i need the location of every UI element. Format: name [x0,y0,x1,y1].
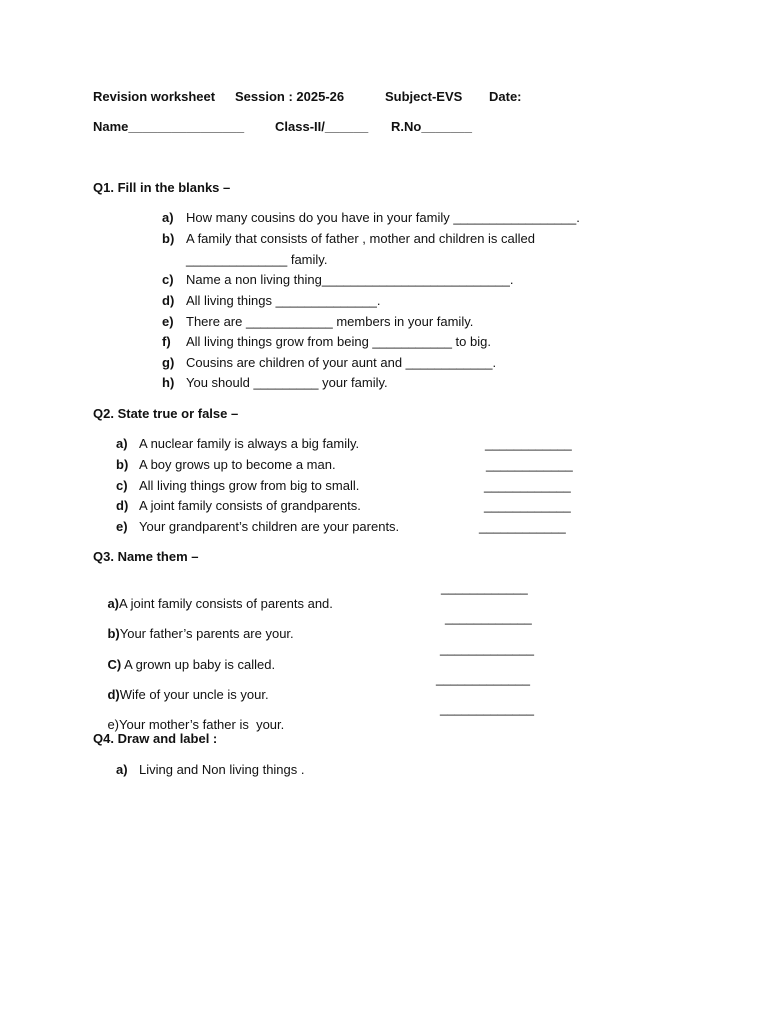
q1-item-label: f) [162,334,171,349]
q4-heading: Q4. Draw and label : [93,731,218,746]
worksheet-title: Revision worksheet [93,89,216,104]
q2-answer-blank: ____________ [479,519,566,534]
q2-answer-blank: ____________ [485,436,572,451]
q1-item-text: You should _________ your family. [186,375,388,390]
q2-item-label: a) [116,436,128,451]
q3-answer-blank: _____________ [440,701,534,716]
q3-item-text: A grown up baby is called. [121,657,276,672]
q1-item-label: e) [162,314,174,329]
q1-item-label: c) [162,272,174,287]
q1-item-label: a) [162,210,174,225]
class-field: Class-II/______ [275,119,369,134]
q2-heading: Q2. State true or false – [93,406,239,421]
q2-item-text: A joint family consists of grandparents. [139,498,361,513]
q2-item-text: A boy grows up to become a man. [139,457,336,472]
q1-item-label: h) [162,375,175,390]
q3-answer-blank: ____________ [445,610,532,625]
q2-answer-blank: ____________ [484,498,571,513]
q3-item-text: e)Your mother’s father is your. [107,717,285,732]
q2-item-label: e) [116,519,128,534]
q2-item-label: b) [116,457,129,472]
q1-item-text: ______________ family. [186,252,328,267]
q1-item-label: g) [162,355,175,370]
q1-heading: Q1. Fill in the blanks – [93,180,231,195]
q2-item-label: d) [116,498,129,513]
q4-item [116,762,305,826]
q3-item-label: C) [107,657,122,672]
q3-heading: Q3. Name them – [93,549,199,564]
name-field: Name________________ [93,119,245,134]
q2-answer-blank: ____________ [486,457,573,472]
q3-item-text: Wife of your uncle is your. [119,687,269,702]
q1-item-text: All living things grow from being ___________ to big. [186,334,491,349]
q1-item-text: Cousins are children of your aunt and ____________. [186,355,497,370]
q2-answer-blank: ____________ [484,478,571,493]
q4-item-label: a) [116,762,128,777]
q1-item-text: How many cousins do you have in your family _________________. [186,210,580,225]
date-label: Date: [489,89,522,104]
q3-answer-blank: ____________ [441,580,528,595]
q3-item-label: d) [107,687,120,702]
q1-item-label: b) [162,231,175,246]
q1-item-text: A family that consists of father , mother and children is called [186,231,536,246]
q2-item-text: A nuclear family is always a big family. [139,436,360,451]
q3-answer-blank: _____________ [440,641,534,656]
q3-item-text: A joint family consists of parents and. [119,596,333,611]
q1-item-text: Name a non living thing__________________________. [186,272,514,287]
subject-label: Subject-EVS [385,89,463,104]
q1-item-label: d) [162,293,175,308]
q1-item-text: There are ____________ members in your family. [186,314,474,329]
q3-item-label: b) [107,626,120,641]
q4-item-text: Living and Non living things . [139,762,305,777]
roll-number-field: R.No_______ [391,119,472,134]
q1-item-text: All living things ______________. [186,293,381,308]
q2-item-text: Your grandparent’s children are your parents. [139,519,400,534]
q3-answer-blank: _____________ [436,671,530,686]
q2-item-text: All living things grow from big to small. [139,478,360,493]
session-label: Session : 2025-26 [235,89,345,104]
q3-item-label: a) [107,596,120,611]
q2-item-label: c) [116,478,128,493]
q3-item-text: Your father’s parents are your. [119,626,294,641]
